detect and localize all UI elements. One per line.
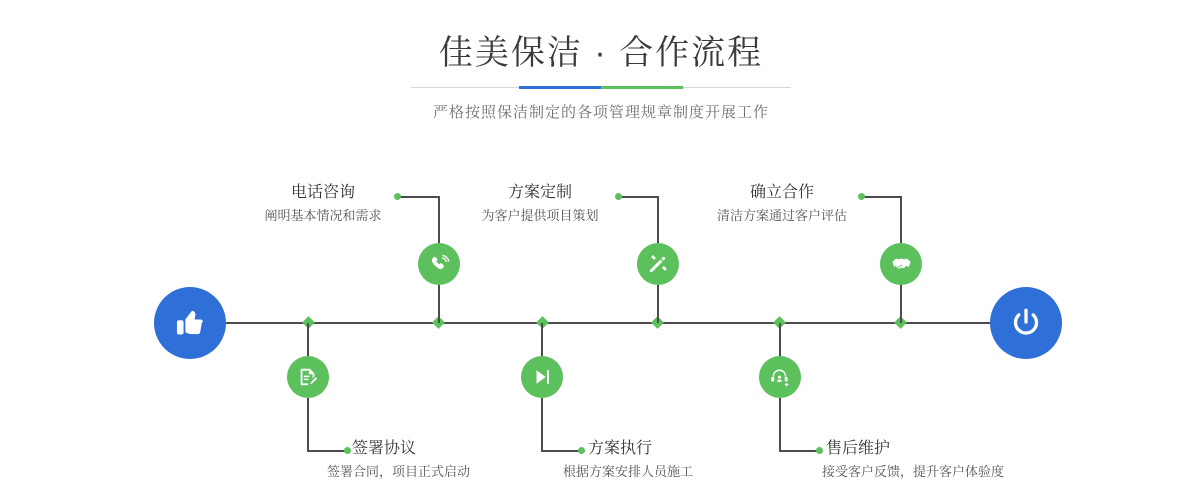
headset-support-icon xyxy=(769,366,791,388)
contract-edit-icon xyxy=(297,366,319,388)
step-1-title: 电话咨询 xyxy=(290,184,355,201)
timeline-start-node xyxy=(154,287,226,359)
step-4-label xyxy=(563,438,788,482)
step-5-desc: 清洁方案通过客户评估 xyxy=(716,208,847,223)
step-2-label-connector xyxy=(307,450,347,452)
title-divider xyxy=(411,86,791,89)
step-2-label-dot xyxy=(344,447,351,454)
timeline-end-node xyxy=(990,287,1062,359)
divider-accent-blue xyxy=(519,86,601,89)
header xyxy=(0,30,1202,122)
phone-call-icon xyxy=(428,253,451,276)
power-icon xyxy=(1008,305,1044,341)
step-4-title: 方案执行 xyxy=(588,440,653,457)
page-subtitle: 严格按照保洁制定的各项管理规章制度开展工作 xyxy=(432,104,769,121)
thumbs-up-icon xyxy=(172,305,208,341)
step-6-node xyxy=(759,356,801,398)
divider-accent-green xyxy=(601,86,683,89)
step-6-desc: 接受客户反馈，提升客户体验度 xyxy=(822,464,1005,479)
step-1-label-connector xyxy=(398,196,439,198)
handshake-icon xyxy=(890,253,913,276)
step-1-desc: 阐明基本情况和需求 xyxy=(264,208,382,223)
step-3-label-stem xyxy=(657,196,659,243)
step-5-label xyxy=(706,182,858,226)
step-3-desc: 为客户提供项目策划 xyxy=(481,208,599,223)
step-5-label-stem xyxy=(900,196,902,243)
step-1-label xyxy=(250,182,396,226)
step-3-label-connector xyxy=(619,196,658,198)
step-1-label-stem xyxy=(438,196,440,243)
step-6-label xyxy=(822,438,1066,482)
step-5-label-dot xyxy=(858,193,865,200)
step-5-node xyxy=(880,243,922,285)
step-2-label-stem xyxy=(307,398,309,452)
timeline xyxy=(0,160,1202,500)
step-2-label xyxy=(327,438,552,482)
step-2-node xyxy=(287,356,329,398)
page-title: 佳美保洁 · 合作流程 xyxy=(438,34,764,72)
step-4-label-stem xyxy=(541,398,543,452)
step-4-desc: 根据方案安排人员施工 xyxy=(563,464,694,479)
step-1-node xyxy=(418,243,460,285)
step-6-stem xyxy=(779,323,781,358)
step-2-desc: 签署合同，项目正式启动 xyxy=(327,464,471,479)
step-6-label-dot xyxy=(816,447,823,454)
step-6-title: 售后维护 xyxy=(826,440,891,457)
step-4-node xyxy=(521,356,563,398)
step-6-label-stem xyxy=(779,398,781,452)
step-3-label xyxy=(464,182,616,226)
step-4-label-connector xyxy=(541,450,581,452)
step-6-label-connector xyxy=(779,450,819,452)
pen-ruler-icon xyxy=(647,253,669,275)
step-4-stem xyxy=(541,323,543,358)
step-5-title: 确立合作 xyxy=(749,184,814,201)
step-3-node xyxy=(637,243,679,285)
step-2-title: 签署协议 xyxy=(352,440,417,457)
step-3-title: 方案定制 xyxy=(507,184,572,201)
step-4-label-dot xyxy=(578,447,585,454)
step-5-label-connector xyxy=(862,196,901,198)
step-3-label-dot xyxy=(615,193,622,200)
play-forward-icon xyxy=(531,366,553,388)
